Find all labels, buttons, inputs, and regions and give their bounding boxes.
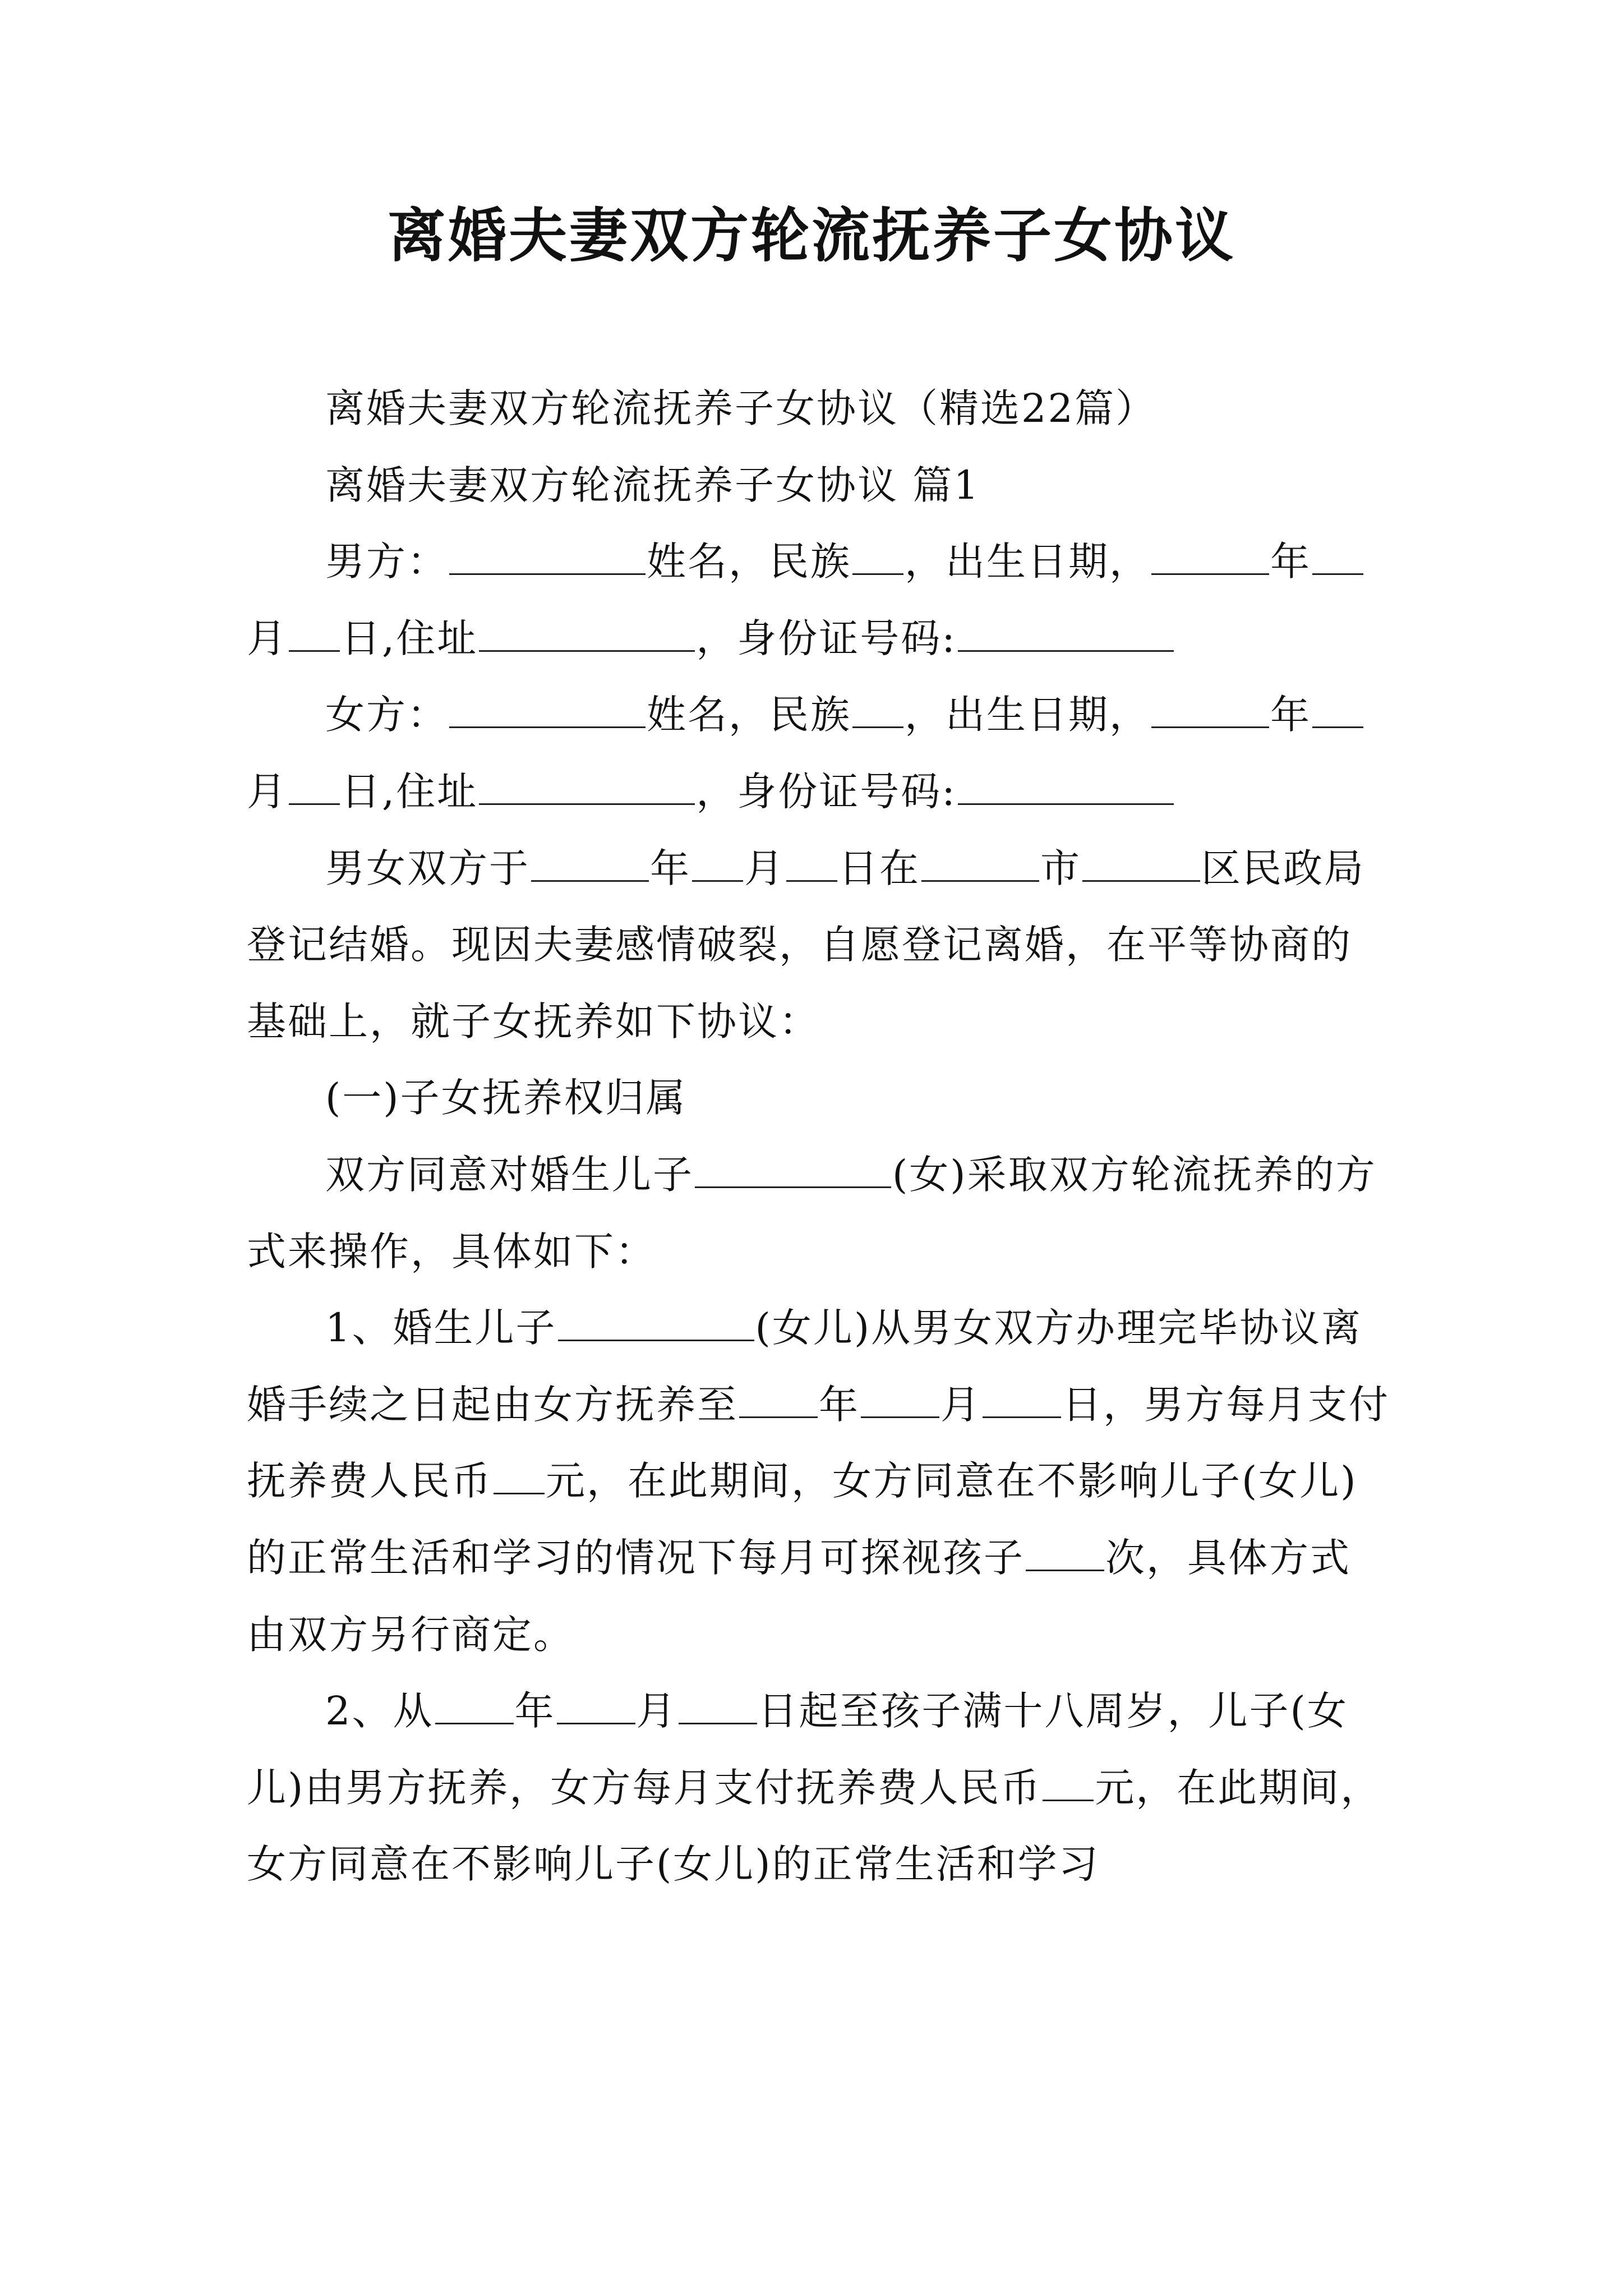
item1-text-2: (女儿)从男女双方办理完毕协议离婚手续之日起由女方抚养至 — [247, 1305, 1363, 1428]
amount-blank — [494, 1456, 545, 1495]
item2-text-4: 日起至孩子满十八周岁，儿子(女儿)由男方抚养，女方每月支付抚养费人民币 — [247, 1688, 1348, 1811]
female-label: 女方： — [325, 692, 448, 738]
subtitle: 离婚夫妻双方轮流抚养子女协议（精选22篇） — [325, 385, 1157, 431]
marriage-text-6: 区民政局登记结婚。现因夫妻感情破裂，自愿登记离婚，在平等协商的基础上，就子女抚养如下协议： — [247, 845, 1365, 1045]
item1-text-7: 次，具体方式由双方另行商定。 — [247, 1534, 1351, 1658]
male-label: 男方： — [325, 539, 448, 585]
month-blank — [1312, 536, 1363, 576]
item1-text-3: 年 — [819, 1381, 860, 1428]
female-text-3: 年 — [1270, 692, 1311, 738]
agree-text-2: (女)采取双方轮流抚养的方式来操作，具体如下： — [247, 1151, 1377, 1274]
marriage-text-1: 男女双方于 — [325, 845, 530, 891]
agree-text-1: 双方同意对婚生儿子 — [325, 1151, 694, 1198]
child-name-blank — [558, 1303, 754, 1342]
year-blank — [435, 1686, 514, 1725]
male-party-paragraph — [247, 523, 1391, 677]
day-blank — [983, 1379, 1061, 1418]
year-blank — [1151, 689, 1269, 729]
day-blank — [289, 766, 340, 805]
document-body — [247, 370, 1391, 1903]
item2-text-2: 年 — [514, 1688, 556, 1734]
item1-text-5: 日，男方每月支付抚养费人民币 — [247, 1381, 1390, 1504]
female-text-6: ，身份证号码: — [696, 768, 957, 815]
item1-text-6: 元，在此期间，女方同意在不影响儿子(女儿)的正常生活和学习的情况下每月可探视孩子 — [247, 1458, 1358, 1581]
item-1-paragraph — [247, 1290, 1391, 1673]
male-text-3: 年 — [1270, 539, 1311, 585]
year-blank — [1151, 536, 1269, 576]
month-blank — [1312, 689, 1363, 729]
item1-text-4: 月 — [940, 1381, 981, 1428]
marriage-text-5: 市 — [1040, 845, 1081, 891]
male-text-6: ，身份证号码: — [696, 615, 957, 661]
document-title: 离婚夫妻双方轮流抚养子女协议 — [387, 201, 1235, 270]
ethnicity-blank — [852, 536, 903, 576]
item2-text-3: 月 — [636, 1688, 677, 1734]
month-blank — [861, 1379, 939, 1418]
city-blank — [921, 843, 1039, 882]
female-text-1: 姓名，民族 — [647, 692, 851, 738]
marriage-text-2: 年 — [650, 845, 691, 891]
male-text-2: ，出生日期， — [905, 539, 1150, 585]
marriage-text-3: 月 — [744, 845, 785, 891]
female-text-5: 日,住址 — [341, 768, 478, 815]
male-text-5: 日,住址 — [341, 615, 478, 661]
item-2-paragraph — [247, 1673, 1391, 1903]
heading-one: (一)子女抚养权归属 — [325, 1075, 687, 1121]
month-blank — [557, 1686, 635, 1725]
marriage-paragraph — [247, 830, 1391, 1060]
item2-text-1: 2、从 — [325, 1688, 434, 1734]
female-party-paragraph — [247, 677, 1391, 830]
ethnicity-blank — [852, 689, 903, 729]
marriage-text-4: 日在 — [838, 845, 920, 891]
district-blank — [1082, 843, 1200, 882]
female-text-2: ，出生日期， — [905, 692, 1150, 738]
day-blank — [786, 843, 837, 882]
section-heading: 离婚夫妻双方轮流抚养子女协议 篇1 — [325, 462, 980, 508]
day-blank — [679, 1686, 757, 1725]
item2-text-5: 元，在此期间，女方同意在不影响儿子(女儿)的正常生活和学习 — [247, 1764, 1382, 1888]
child-name-blank — [695, 1149, 891, 1188]
day-blank — [289, 613, 340, 652]
id-number-blank — [958, 766, 1174, 805]
address-blank — [479, 613, 695, 652]
id-number-blank — [958, 613, 1174, 652]
item1-text-1: 1、婚生儿子 — [325, 1305, 557, 1351]
male-text-4: 月 — [247, 615, 288, 661]
agreement-paragraph — [247, 1137, 1391, 1290]
amount-blank — [1043, 1762, 1094, 1801]
name-blank — [449, 536, 645, 576]
year-blank — [739, 1379, 818, 1418]
visit-count-blank — [1026, 1532, 1104, 1571]
male-text-1: 姓名，民族 — [647, 539, 851, 585]
month-blank — [692, 843, 743, 882]
female-text-4: 月 — [247, 768, 288, 815]
address-blank — [479, 766, 695, 805]
name-blank — [449, 689, 645, 729]
year-blank — [531, 843, 649, 882]
